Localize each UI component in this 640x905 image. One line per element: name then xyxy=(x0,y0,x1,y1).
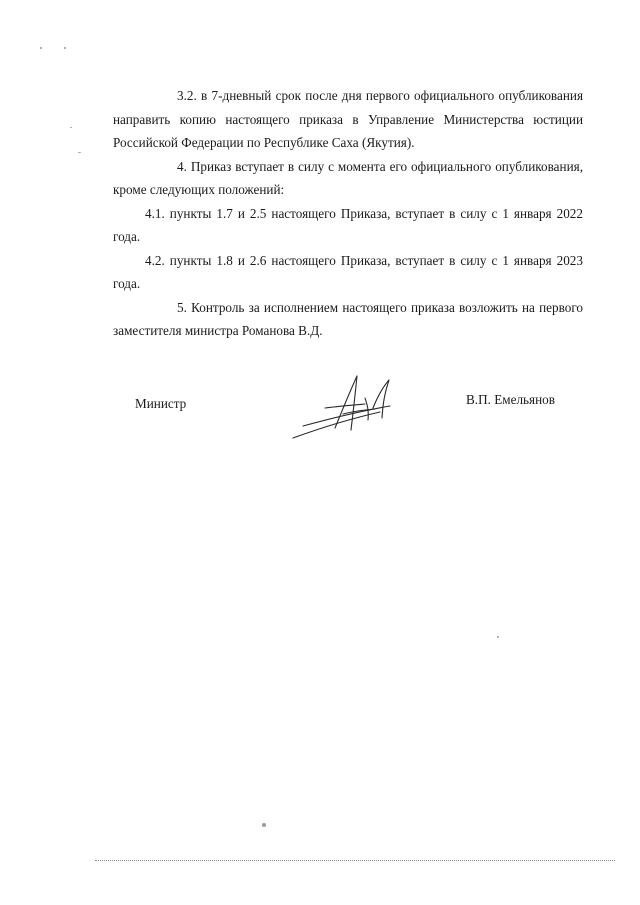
paragraph-4 xyxy=(113,155,583,202)
scan-speck xyxy=(262,823,266,827)
scan-edge-line xyxy=(95,860,615,861)
scan-speck xyxy=(497,636,499,638)
paragraph-text: 4.1. пункты 1.7 и 2.5 настоящего Приказа, вступает в силу с 1 января 2022 года. xyxy=(113,205,583,244)
handwritten-signature xyxy=(285,368,415,448)
scan-speck xyxy=(78,152,81,153)
signature-block xyxy=(135,392,555,462)
paragraph-number: 4. xyxy=(177,158,187,174)
scan-speck xyxy=(40,47,42,49)
paragraph-text: 4.2. пункты 1.8 и 2.6 настоящего Приказа, вступает в силу с 1 января 2023 года. xyxy=(113,252,583,291)
paragraph-text: Приказ вступает в силу с момента его официального опубликования, кроме следующих положений: xyxy=(113,158,584,197)
paragraph-4-1 xyxy=(113,202,583,249)
paragraph-text: в 7-дневный срок после дня первого официального опубликования направить копию настоящего приказа в Управление Министерства юстиции Российской Федерации по Республике Саха (Якутия). xyxy=(113,88,584,150)
signatory-title: Министр xyxy=(135,396,187,411)
paragraph-text: Контроль за исполнением настоящего приказа возложить на первого заместителя министра Романова В.Д. xyxy=(113,299,584,338)
paragraph-5 xyxy=(113,296,583,343)
paragraph-number: 3.2. xyxy=(177,88,197,103)
scan-speck xyxy=(64,47,66,49)
paragraph-4-2 xyxy=(113,249,583,296)
signatory-name: В.П. Емельянов xyxy=(465,392,555,407)
document-body xyxy=(113,84,583,343)
paragraph-number: 5. xyxy=(177,299,187,315)
scan-speck xyxy=(70,127,72,128)
paragraph-3-2 xyxy=(113,84,583,155)
